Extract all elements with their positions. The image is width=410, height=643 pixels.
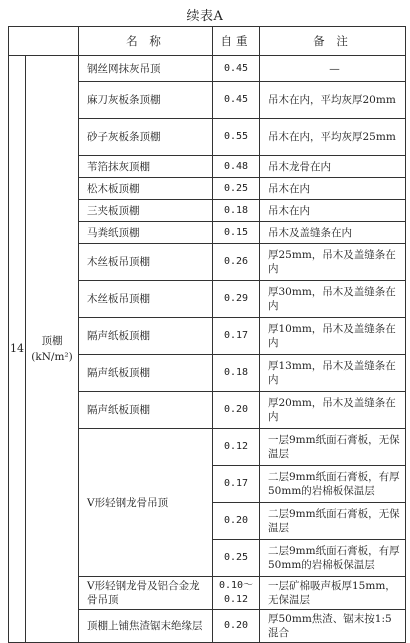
header-weight: 自重 [213, 27, 260, 56]
row-weight: 0.17 [213, 466, 260, 503]
row-note: 厚30mm，吊木及盖缝条在内 [260, 281, 406, 318]
table-row [9, 56, 406, 82]
row-weight: 0.26 [213, 244, 260, 281]
v-group-name: V形轻钢龙骨吊顶 [79, 429, 213, 577]
row-note: 吊木在内，平均灰厚25mm [260, 119, 406, 156]
row-weight: 0.18 [213, 200, 260, 222]
row-name: 麻刀灰板条顶棚 [79, 82, 213, 119]
row-note: — [260, 56, 406, 82]
row-name: 隔声纸板顶棚 [79, 355, 213, 392]
row-note: 二层9mm纸面石膏板，有厚50mm的岩棉板保温层 [260, 540, 406, 577]
row-note: 吊木及盖缝条在内 [260, 222, 406, 244]
table-title: 续表A [186, 9, 224, 24]
row-note: 厚13mm，吊木及盖缝条在内 [260, 355, 406, 392]
row-weight: 0.29 [213, 281, 260, 318]
row-name: 木丝板吊顶棚 [79, 244, 213, 281]
row-name: 三夹板顶棚 [79, 200, 213, 222]
row-weight: 0.10～0.12 [213, 577, 260, 610]
row-weight: 0.48 [213, 156, 260, 178]
row-name: 钢丝网抹灰吊顶 [79, 56, 213, 82]
row-name: 隔声纸板顶棚 [79, 318, 213, 355]
row-name: 马粪纸顶棚 [79, 222, 213, 244]
row-note: 吊木龙骨在内 [260, 156, 406, 178]
category-name: 顶棚 [41, 335, 63, 347]
header-blank [9, 27, 79, 56]
row-note: 厚20mm，吊木及盖缝条在内 [260, 392, 406, 429]
row-name: 苇箔抹灰顶棚 [79, 156, 213, 178]
row-note: 厚10mm，吊木及盖缝条在内 [260, 318, 406, 355]
header-row [9, 27, 406, 56]
row-note: 二层9mm纸面石膏板，有厚50mm的岩棉板保温层 [260, 466, 406, 503]
row-weight: 0.18 [213, 355, 260, 392]
category-unit: (kN/m²) [31, 351, 73, 363]
item-number: 14 [9, 56, 26, 643]
row-name: 顶棚上铺焦渣锯末绝缘层 [79, 610, 213, 643]
row-weight: 0.20 [213, 503, 260, 540]
load-table [8, 26, 406, 643]
row-note: 一层矿棉吸声板厚15mm，无保温层 [260, 577, 406, 610]
row-weight: 0.45 [213, 82, 260, 119]
row-note: 吊木在内，平均灰厚20mm [260, 82, 406, 119]
row-weight: 0.20 [213, 610, 260, 643]
row-note: 二层9mm纸面石膏板，无保温层 [260, 503, 406, 540]
header-note: 备 注 [260, 27, 406, 56]
row-weight: 0.25 [213, 178, 260, 200]
row-weight: 0.12 [213, 429, 260, 466]
row-weight: 0.20 [213, 392, 260, 429]
row-weight: 0.25 [213, 540, 260, 577]
row-weight: 0.15 [213, 222, 260, 244]
header-name: 名 称 [79, 27, 213, 56]
row-name: 木丝板吊顶棚 [79, 281, 213, 318]
row-note: 厚25mm，吊木及盖缝条在内 [260, 244, 406, 281]
row-weight: 0.45 [213, 56, 260, 82]
row-weight: 0.55 [213, 119, 260, 156]
row-note: 厚50mm焦渣、锯末按1:5混合 [260, 610, 406, 643]
row-name: 隔声纸板顶棚 [79, 392, 213, 429]
row-note: 吊木在内 [260, 178, 406, 200]
row-note: 一层9mm纸面石膏板，无保温层 [260, 429, 406, 466]
category-cell [26, 56, 79, 643]
row-name: 松木板顶棚 [79, 178, 213, 200]
row-name: 砂子灰板条顶棚 [79, 119, 213, 156]
row-weight: 0.17 [213, 318, 260, 355]
row-note: 吊木在内 [260, 200, 406, 222]
row-name: V形轻钢龙骨及铝合金龙骨吊顶 [79, 577, 213, 610]
